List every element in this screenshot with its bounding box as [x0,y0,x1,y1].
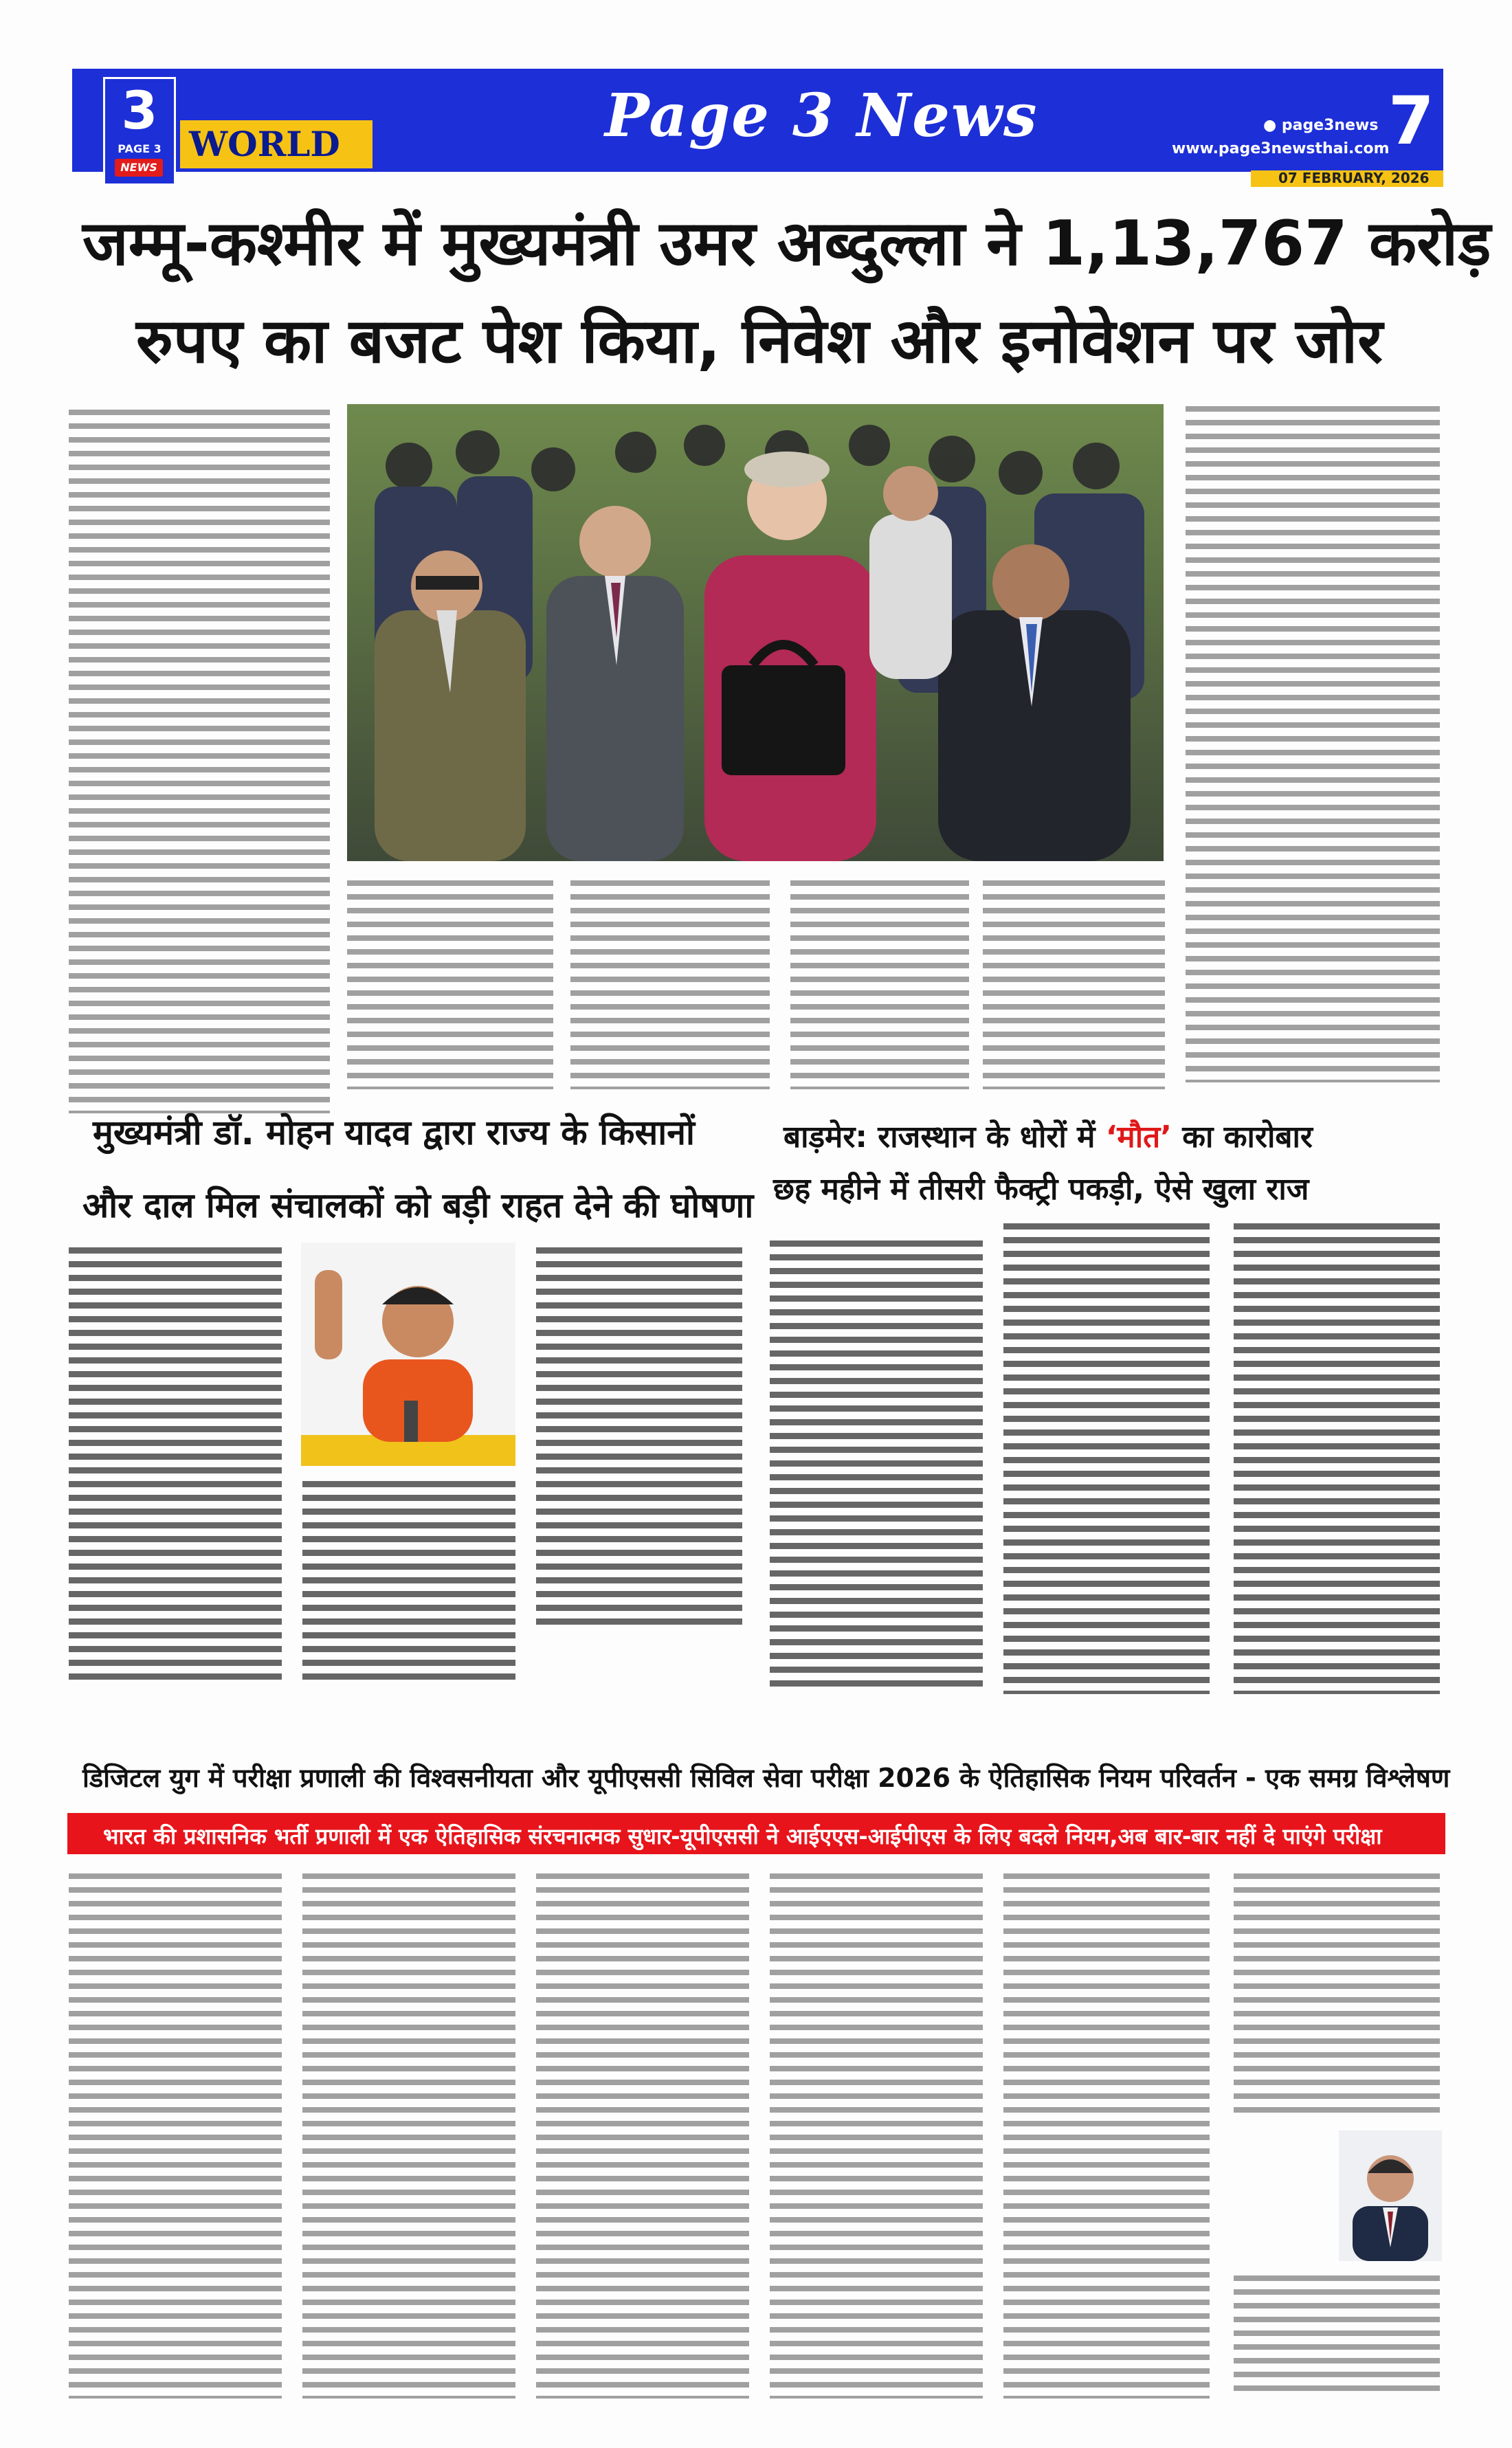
social-handle: ● page3news [1263,117,1379,134]
budget-body-column-5 [983,876,1165,1089]
budget-body-column-3 [570,876,770,1089]
author-photo [1339,2130,1442,2261]
mohan-headline-line2: और दाल मिल संचालकों को बड़ी राहत देने की घोषणा [82,1186,754,1225]
budget-body-column-2 [347,876,553,1089]
upsc-body-column-3 [536,1869,749,2399]
budget-photo-illustration [347,404,1164,861]
mohan-body-column-3 [536,1244,742,1629]
mohan-body-column-1 [69,1244,282,1684]
website-url: www.page3newsthai.com [1172,140,1390,157]
barmer-headline-line1 [783,1115,1313,1156]
author-illustration [1339,2130,1442,2261]
logo-number: 3 [121,80,158,141]
budget-body-column-left [69,405,330,1113]
upsc-body-column-1 [69,1869,282,2399]
issue-date: 07 FEBRUARY, 2026 [1278,170,1430,186]
logo-sub: PAGE 3 [118,142,162,155]
section-label: WORLD [189,124,340,164]
barmer-body-column-3 [1234,1220,1440,1694]
upsc-body-column-4 [770,1869,983,2399]
chief-minister-photo [301,1243,515,1466]
budget-body-column-4 [790,876,969,1089]
page3-logo [103,77,176,186]
masthead-title: Page 3 News [605,81,1038,151]
budget-photo [347,404,1164,861]
barmer-body-column-2 [1003,1220,1210,1694]
mohan-headline-line1: मुख्यमंत्री डॉ. मोहन यादव द्वारा राज्य के किसानों [93,1113,695,1153]
page-number: 7 [1388,82,1434,159]
budget-headline-line1: जम्मू-कश्मीर में मुख्यमंत्री उमर अब्दुल्ला ने 1,13,767 करोड़ [82,208,1491,280]
barmer-headline-highlight: ‘मौत’ [1105,1120,1172,1155]
upsc-body-column-2 [302,1869,515,2399]
barmer-headline-prefix: बाड़मेर: राजस्थान के धोरों में [783,1120,1106,1155]
barmer-headline-line2: छह महीने में तीसरी फैक्ट्री पकड़ी, ऐसे खुला राज [773,1172,1309,1207]
budget-headline-line2: रुपए का बजट पेश किया, निवेश और इनोवेशन पर जोर [136,305,1383,377]
logo-news-badge: NEWS [115,159,163,177]
budget-body-column-right [1186,402,1440,1082]
upsc-ribbon-text: भारत की प्रशासनिक भर्ती प्रणाली में एक ऐतिहासिक संरचनात्मक सुधार-यूपीएससी ने आईएएस-आईपीएस के लिए बदले नियम,अब बार-बार नहीं दे पाएंगे परीक्षा [103,1823,1382,1849]
chief-minister-illustration [301,1243,515,1466]
barmer-headline-suffix: का कारोबार [1171,1120,1313,1155]
mohan-body-column-2 [302,1478,515,1684]
upsc-headline: डिजिटल युग में परीक्षा प्रणाली की विश्वसनीयता और यूपीएससी सिविल सेवा परीक्षा 2026 के ऐतिहासिक नियम परिवर्तन - एक समग्र विश्लेषण [82,1763,1450,1793]
upsc-body-column-6 [1234,1869,1440,2117]
barmer-body-column-1 [770,1237,983,1691]
upsc-body-column-5 [1003,1869,1210,2399]
upsc-author-bio [1234,2271,1440,2399]
